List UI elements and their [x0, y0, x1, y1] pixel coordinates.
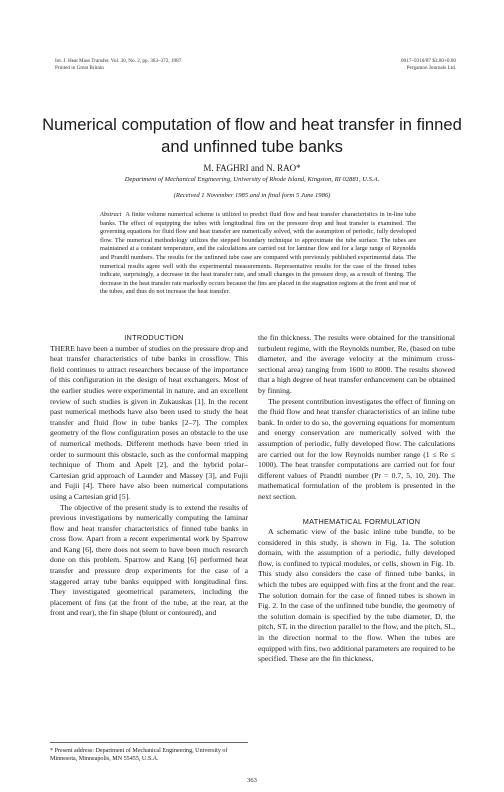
journal-header — [55, 58, 181, 72]
math-paragraph-1: A schematic view of the basic inline tube bundle, to be considered in this study, is shown in Fig. 1a. The solution domain, with the assumption of a periodic, fully developed flow, is confined to typical modules, or cells, shown in Fig. 1b. This study also considers the case of finned tube banks, in which the tubes are equipped with fins at the front and the rear. The solution domain for the case of finned tubes is shown in Fig. 2. In the case of the unfinned tube bundle, the geometry of the solution domain is specified by the tube diameter, D, the pitch, ST, in the direction parallel to the flow, and the pitch, SL, in the direction normal to the flow. When the tubes are equipped with fins, two additional parameters are required to be specified. These are the fin thickness, — [258, 527, 455, 664]
abstract-text: A finite volume numerical scheme is utilized to predict fluid flow and heat transfer characteristics in in-line tube banks. The effect of equipping the tubes with longitudinal fins on the pressure drop and heat transfer is examined. The governing equations for fluid flow and heat transfer are numerically solved, with the assumption of periodic, fully developed flow. The numerical methodology utilizes the stepped boundary technique to approximate the tube surface. The tubes are maintained at a constant temperature, and the calculations are carried out for laminar flow and for a large range of Reynolds and Prandtl numbers. The results for the unfinned tube case are compared with previously published experimental data. The numerical results agree well with the experimental measurements. Representative results for the case of the finned tubes indicate, surprisingly, a decrease in the heat transfer rate, and small changes in the pressure drop, as a result of finning. The decrease in the heat transfer rate markedly occurs because the fins are placed in the stagnation regions at the front and rear of the tubes, and thus do not increase the heat transfer. — [100, 211, 416, 296]
left-column — [50, 333, 248, 619]
right-column — [258, 333, 455, 665]
introduction-heading: INTRODUCTION — [124, 333, 184, 342]
intro-paragraph-2: The objective of the present study is to extend the results of previous investigations by numerically computing the laminar flow and heat transfer characteristics of finned tube banks in cross flow. Apart from a recent experimental work by Sparrow and Kang [6], there does not seem to have been much research done on this problem. Sparrow and Kang [6] performed heat transfer and pressure drop experiments for the case of a staggered array tube banks equipped with longitudinal fins. They investigated geometrical parameters, including the placement of fins (at the front of the tube, at the rear, at the front and rear), the fin shape (blunt or contoured), and — [50, 502, 248, 618]
page-number: 363 — [247, 777, 257, 784]
affiliation: Department of Mechanical Engineering, University of Rhode Island, Kingston, RI 02881, U.S.A. — [124, 176, 380, 183]
right-paragraph-2: The present contribution investigates the effect of finning on the fluid flow and heat transfer characteristics of an inline tube bank. In order to do so, the governing equations for momentum and energy conservation are numerically solved with the assumption of periodic, fully developed flow. The calculations are carried out for the low Reynolds number range (1 ≤ Re ≤ 1000). The heat transfer computations are carried out for four different values of Prandtl number (Pr = 0.7, 5, 10, 20). The mathematical formulation of the problem is presented in the next section. — [258, 396, 455, 501]
right-paragraph-1: the fin thickness. The results were obtained for the transitional turbulent regime, with the Reynolds number, Re, (based on tube diameter, and the average velocity at the minimum cross-sectional area) ranging from 1600 to 8000. The results showed that a high degree of heat transfer enhancement can be obtained by finning. — [258, 333, 455, 395]
intro-paragraph-1: THERE have been a number of studies on the pressure drop and heat transfer characteristics of tube banks in crossflow. This field continues to attract researchers because of the importance of this configuration in the design of heat exchangers. Most of the earlier studies were experimental in nature, and an excellent review of such studies is given in Zukauskas [1]. In the recent past numerical methods have also been used to study the heat transfer and fluid flow in tube banks [2–7]. The complex geometry of the flow configuration poses an obstacle to the use of numerical methods. Different methods have been tried in order to surmount this obstacle, such as the conformal mapping technique of Thom and Apelt [2], and the hybrid polar–Cartesian grid approach of Launder and Massey [3], and Fujii and Fujii [4]. There have also been numerical computations using a Cartesian grid [5]. — [50, 343, 248, 501]
publisher-header — [401, 58, 456, 72]
received-date: (Received 1 November 1985 and in final form 5 June 1986) — [173, 192, 331, 199]
price-code: 0017–9310/87 $3.00+0.00 — [401, 58, 456, 64]
publisher-name: Pergamon Journals Ltd. — [406, 65, 456, 71]
math-formulation-heading: MATHEMATICAL FORMULATION — [302, 516, 421, 526]
printed-in: Printed in Great Britain — [55, 65, 104, 71]
journal-citation: Int. J. Heat Mass Transfer. Vol. 30, No. 2, pp. 363–372, 1987 — [55, 58, 182, 64]
paper-title: Numerical computation of flow and heat transfer in finned and unfinned tube banks — [42, 115, 462, 156]
footnote: * Present address: Department of Mechanical Engineering, University of Minnesota, Minneapolis, MN 55455, U.S.A. — [50, 742, 248, 763]
abstract — [100, 211, 416, 297]
authors: M. FAGHRI and N. RAO* — [203, 163, 301, 173]
abstract-label: Abstract — [100, 211, 122, 218]
